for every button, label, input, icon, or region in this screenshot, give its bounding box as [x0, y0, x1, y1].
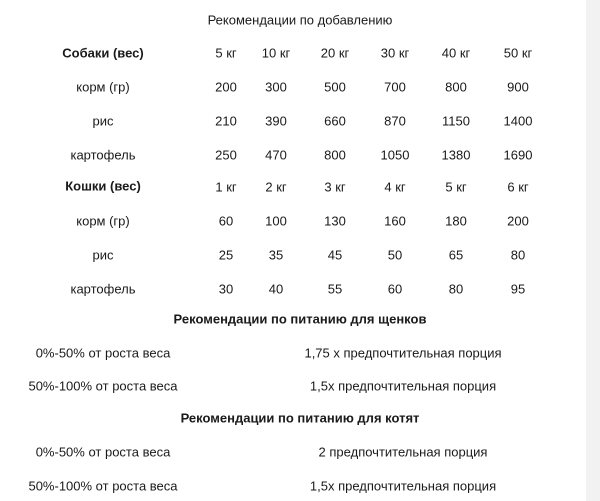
dogs-cell: 1690: [503, 147, 533, 163]
dogs-cell: 800: [445, 79, 467, 95]
cats-weight: 1 кг: [215, 179, 237, 195]
dogs-header-label: Собаки (вес): [62, 45, 144, 61]
puppies-range: 0%-50% от роста веса: [35, 345, 171, 361]
puppies-title: Рекомендации по питанию для щенков: [173, 311, 427, 327]
dogs-weight: 20 кг: [320, 45, 350, 61]
dogs-row-label: корм (гр): [76, 79, 130, 95]
dogs-weight: 50 кг: [503, 45, 533, 61]
dogs-cell: 210: [215, 113, 237, 129]
dogs-cell: 1050: [380, 147, 410, 163]
cats-cell: 25: [218, 247, 234, 263]
cats-cell: 80: [448, 281, 464, 297]
dogs-cell: 300: [265, 79, 287, 95]
dogs-cell: 1150: [442, 113, 470, 129]
cats-cell: 95: [510, 281, 526, 297]
cats-cell: 130: [324, 213, 346, 229]
page-title: Рекомендации по добавлению: [207, 12, 393, 28]
cats-cell: 45: [327, 247, 343, 263]
dogs-cell: 390: [265, 113, 287, 129]
cats-row-label: рис: [92, 247, 114, 263]
dogs-cell: 700: [384, 79, 406, 95]
cats-cell: 60: [387, 281, 403, 297]
cats-cell: 40: [268, 281, 284, 297]
dogs-cell: 1380: [441, 147, 471, 163]
dogs-cell: 200: [215, 79, 237, 95]
dogs-row-label: рис: [92, 113, 114, 129]
dogs-cell: 470: [265, 147, 287, 163]
cats-header-label: Кошки (вес): [65, 178, 141, 194]
cats-cell: 100: [265, 213, 287, 229]
puppies-portion: 1,75 х предпочтительная порция: [304, 345, 502, 361]
cats-cell: 200: [507, 213, 529, 229]
kittens-title: Рекомендации по питанию для котят: [180, 410, 420, 426]
dogs-cell: 500: [324, 79, 346, 95]
cats-cell: 55: [327, 281, 343, 297]
dogs-cell: 870: [384, 113, 406, 129]
kittens-portion: 1,5х предпочтительная порция: [309, 478, 497, 494]
cats-cell: 160: [384, 213, 406, 229]
dogs-cell: 1400: [503, 113, 533, 129]
puppies-portion: 1,5х предпочтительная порция: [309, 378, 497, 394]
dogs-row-label: картофель: [70, 147, 136, 163]
dogs-cell: 660: [324, 113, 346, 129]
kittens-portion: 2 предпочтительная порция: [318, 444, 488, 460]
cats-weight: 4 кг: [384, 179, 406, 195]
cats-weight: 3 кг: [324, 179, 346, 195]
cats-cell: 65: [448, 247, 464, 263]
cats-cell: 30: [218, 281, 234, 297]
dogs-cell: 250: [215, 147, 237, 163]
dogs-weight: 30 кг: [380, 45, 410, 61]
cats-weight: 5 кг: [445, 179, 467, 195]
dogs-cell: 900: [507, 79, 529, 95]
cats-row-label: корм (гр): [76, 213, 130, 229]
dogs-weight: 40 кг: [441, 45, 471, 61]
kittens-range: 0%-50% от роста веса: [35, 444, 171, 460]
page-edge: [586, 0, 600, 501]
dogs-weight: 5 кг: [215, 45, 237, 61]
cats-cell: 180: [445, 213, 467, 229]
cats-row-label: картофель: [70, 281, 136, 297]
cats-weight: 6 кг: [507, 179, 529, 195]
dogs-cell: 800: [324, 147, 346, 163]
kittens-range: 50%-100% от роста веса: [28, 478, 178, 494]
cats-cell: 35: [268, 247, 284, 263]
cats-cell: 80: [510, 247, 526, 263]
dogs-weight: 10 кг: [261, 45, 291, 61]
cats-cell: 60: [218, 213, 234, 229]
cats-cell: 50: [387, 247, 403, 263]
cats-weight: 2 кг: [265, 179, 287, 195]
puppies-range: 50%-100% от роста веса: [28, 378, 178, 394]
